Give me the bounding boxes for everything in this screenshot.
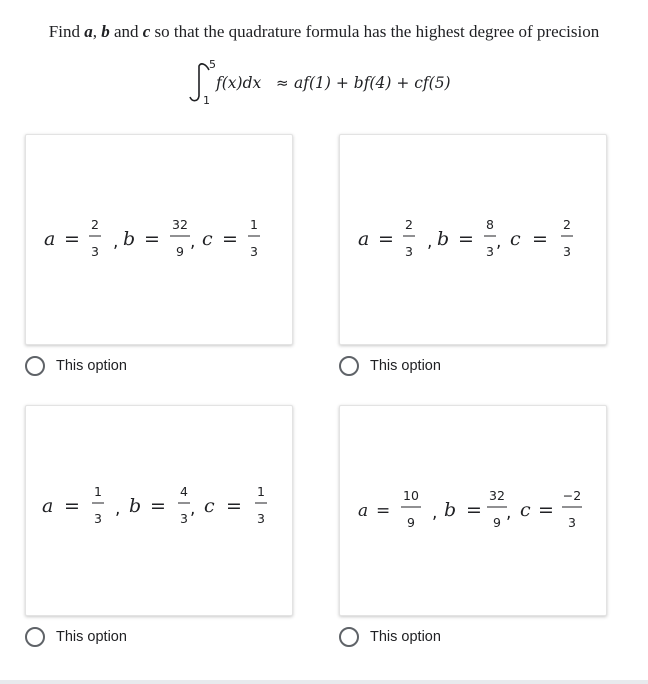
equals-sign: =: [222, 228, 238, 250]
equals-sign: =: [64, 228, 80, 250]
a-numerator: 2: [91, 217, 99, 232]
b-numerator: 32: [489, 488, 505, 503]
b-numerator: 4: [180, 484, 188, 499]
c-numerator: 1: [250, 217, 258, 232]
option-3-math: [26, 406, 294, 617]
equals-sign: =: [144, 228, 160, 250]
a-denominator: 9: [407, 515, 415, 530]
option-1-math: [26, 135, 294, 346]
comma: ,: [432, 503, 438, 523]
c-denominator: 3: [563, 244, 571, 259]
var-b-label: b: [437, 228, 450, 250]
a-numerator: 1: [94, 484, 102, 499]
comma: ,: [190, 232, 196, 252]
var-c-label: c: [204, 495, 215, 517]
approx-sign: ≈: [276, 74, 289, 92]
option-4-math: [340, 406, 608, 617]
var-b: b: [101, 22, 110, 41]
lower-limit: 1: [203, 94, 210, 107]
a-numerator: 10: [403, 488, 419, 503]
a-numerator: 2: [405, 217, 413, 232]
c-denominator: 3: [257, 511, 265, 526]
var-a-label: a: [42, 495, 54, 517]
var-c-label: c: [202, 228, 213, 250]
a-denominator: 3: [94, 511, 102, 526]
option-radio-3[interactable]: [25, 625, 127, 649]
comma: ,: [496, 232, 502, 252]
b-denominator: 3: [180, 511, 188, 526]
comma: ,: [427, 232, 433, 252]
var-c-label: c: [520, 499, 531, 521]
var-a: a: [84, 22, 93, 41]
equals-sign: =: [538, 499, 554, 521]
equals-sign: =: [226, 495, 242, 517]
option-label: This option: [370, 629, 441, 645]
var-b-label: b: [129, 495, 142, 517]
option-card-4[interactable]: [339, 405, 607, 616]
var-a-label: a: [358, 501, 369, 521]
equals-sign: =: [532, 228, 548, 250]
var-b-label: b: [123, 228, 136, 250]
c-numerator: 1: [257, 484, 265, 499]
option-2-math: [340, 135, 608, 346]
equals-sign: =: [64, 495, 80, 517]
b-denominator: 9: [176, 244, 184, 259]
c-denominator: 3: [568, 515, 576, 530]
radio-button-icon[interactable]: [339, 356, 359, 376]
panel-bottom-edge: [0, 680, 648, 684]
var-a-label: a: [44, 228, 56, 250]
option-card-2[interactable]: [339, 134, 607, 345]
a-denominator: 3: [405, 244, 413, 259]
b-numerator: 32: [172, 217, 188, 232]
equals-sign: =: [376, 501, 391, 521]
radio-button-icon[interactable]: [25, 627, 45, 647]
radio-button-icon[interactable]: [25, 356, 45, 376]
option-radio-4[interactable]: [339, 625, 441, 649]
equals-sign: =: [378, 228, 394, 250]
question-and: and: [109, 22, 143, 41]
option-radio-1[interactable]: [25, 354, 127, 378]
var-a-label: a: [358, 228, 370, 250]
equals-sign: =: [150, 495, 166, 517]
b-denominator: 9: [493, 515, 501, 530]
option-card-3[interactable]: [25, 405, 293, 616]
question-text: [0, 22, 648, 42]
comma: ,: [113, 232, 119, 252]
comma: ,: [190, 499, 196, 519]
upper-limit: 5: [209, 58, 216, 71]
comma: ,: [115, 499, 121, 519]
c-denominator: 3: [250, 244, 258, 259]
b-denominator: 3: [486, 244, 494, 259]
b-numerator: 8: [486, 217, 494, 232]
a-denominator: 3: [91, 244, 99, 259]
integrand: f(x)dx: [216, 74, 262, 92]
option-radio-2[interactable]: [339, 354, 441, 378]
option-label: This option: [370, 358, 441, 374]
formula-rhs: af(1) + bf(4) + cf(5): [294, 74, 451, 92]
var-b-label: b: [444, 499, 457, 521]
option-label: This option: [56, 629, 127, 645]
option-card-1[interactable]: [25, 134, 293, 345]
quadrature-formula: [0, 56, 648, 108]
radio-button-icon[interactable]: [339, 627, 359, 647]
equals-sign: =: [466, 499, 482, 521]
equals-sign: =: [458, 228, 474, 250]
option-label: This option: [56, 358, 127, 374]
question-sep: ,: [92, 22, 102, 41]
c-numerator: −2: [562, 488, 582, 503]
var-c: c: [142, 22, 151, 41]
question-suffix: so that the quadrature formula has the highest degree of precision: [150, 22, 600, 41]
question-prefix: Find: [48, 22, 85, 41]
var-c-label: c: [510, 228, 521, 250]
c-numerator: 2: [563, 217, 571, 232]
comma: ,: [506, 503, 512, 523]
